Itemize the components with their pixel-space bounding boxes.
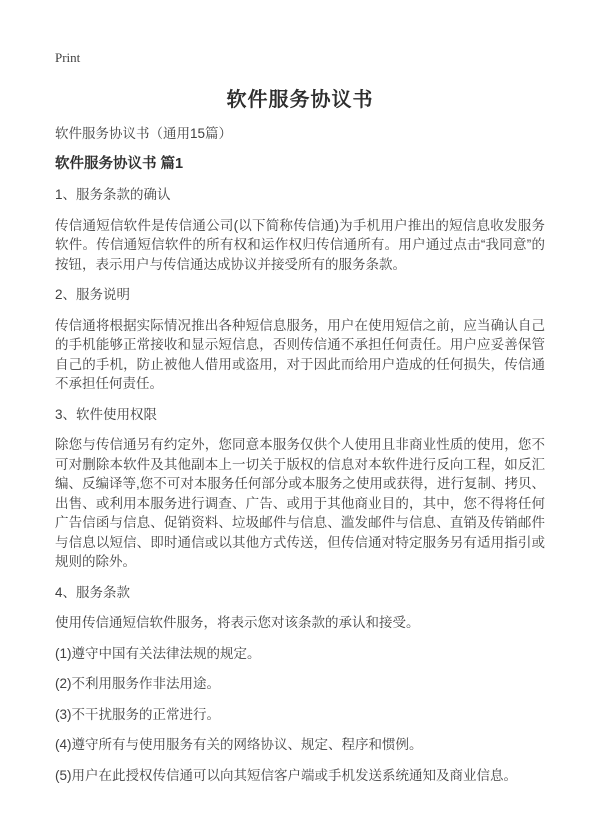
section-1 — [55, 185, 545, 274]
term-item-3: (3)不干扰服务的正常进行。 — [55, 706, 220, 722]
term-item-4: (4)遵守所有与使用服务有关的网络协议、规定、程序和惯例。 — [55, 737, 423, 752]
section-2-paragraph: 传信通将根据实际情况推出各种短信息服务，用户在使用短信之前，应当确认自己的手机能够正常接收和显示短信息，否则传信通不承担任何责任。用户应妥善保管自己的手机，防止被他人借用或盗用，对于因此而给用户造成的任何损失，传信通不承担任何责任。 — [55, 317, 545, 391]
section-2 — [55, 285, 545, 394]
section-3-heading: 3、软件使用权限 — [55, 406, 158, 422]
section-3 — [55, 405, 545, 572]
section-2-heading: 2、服务说明 — [55, 287, 131, 302]
section-1-paragraph: 传信通短信软件是传信通公司(以下简称传信通)为手机用户推出的短信息收发服务软件。传信通短信软件的所有权和运作权归传信通所有。用户通过点击“我同意”的按钮，表示用户与传信通达成协议并接受所有的服务条款。 — [55, 217, 545, 272]
print-button[interactable]: Print — [55, 50, 81, 65]
chapter-heading: 软件服务协议书 篇1 — [55, 155, 184, 172]
document-title: 软件服务协议书 — [226, 89, 374, 111]
term-item-1: (1)遵守中国有关法律法规的规定。 — [55, 645, 261, 661]
section-4 — [55, 583, 545, 786]
section-3-paragraph: 除您与传信通另有约定外，您同意本服务仅供个人使用且非商业性质的使用，您不可对删除本软件及其他副本上一切关于版权的信息对本软件进行反向工程，如反汇编、反编译等,您不可对本服务任何部分或本服务之使用或获得，进行复制、拷贝、出售、或利用本服务进行调查、广告、或用于其他商业目的，其中，您不得将任何广告信函与信息、促销资料、垃圾邮件与信息、滥发邮件与信息、直销及传销邮件与信息以短信、即时通信或以其他方式传送，但传信通对特定服务另有适用指引或规则的除外。 — [55, 437, 545, 569]
term-item-2: (2)不利用服务作非法用途。 — [55, 676, 220, 691]
document-subtitle: 软件服务协议书（通用15篇） — [55, 126, 233, 141]
section-4-intro-paragraph: 使用传信通短信软件服务，将表示您对该条款的承认和接受。 — [55, 615, 420, 630]
section-1-heading: 1、服务条款的确认 — [55, 187, 171, 202]
term-item-5: (5)用户在此授权传信通可以向其短信客户端或手机发送系统通知及商业信息。 — [55, 767, 517, 783]
section-4-heading: 4、服务条款 — [55, 584, 131, 600]
